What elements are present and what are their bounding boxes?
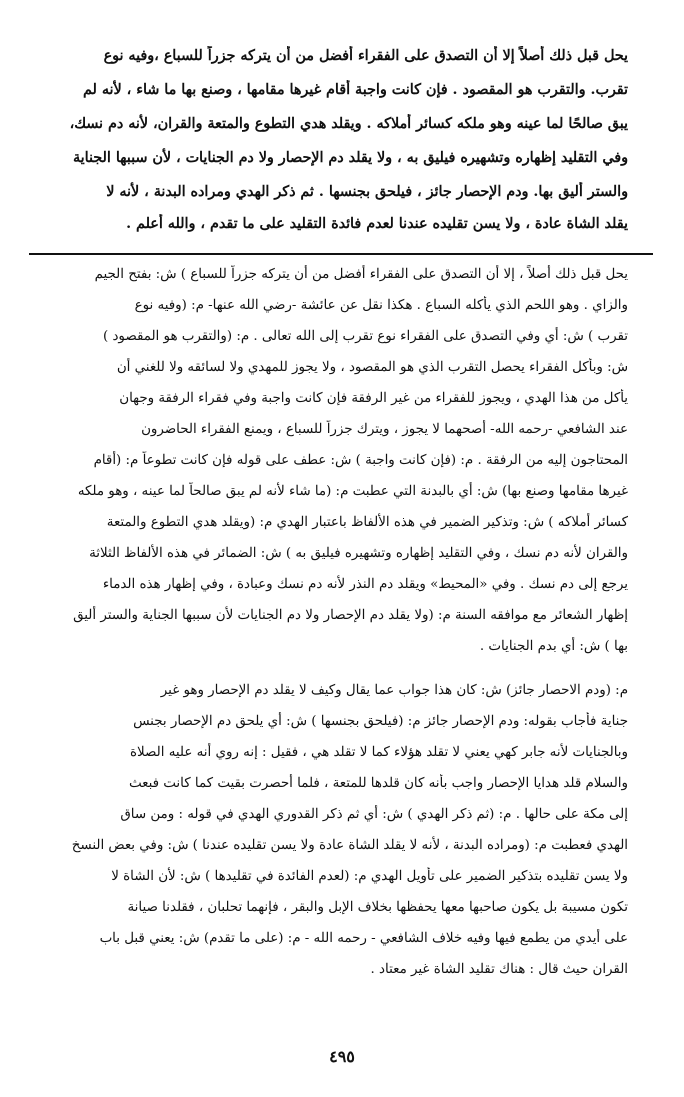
- main-line: يحل قبل ذلك أصلاً إلا أن التصدق على الفقراء أفضل من أن يتركه جزراً للسباع ،وفيه نوع: [103, 48, 628, 64]
- commentary-line: الهدي فعطبت م: (ومراده البدنة ، لأنه لا يقلد الشاة عادة ولا يسن تقليده عندنا ) ش: وفي بعض النسخ: [71, 838, 628, 853]
- commentary-line: ولا يسن تقليده بتذكير الضمير على تأويل الهدي م: (لعدم الفائدة في تقليدها ) ش: لأن الشاة لا: [111, 869, 628, 884]
- commentary-line: كسائر أملاكه ) ش: وتذكير الضمير في هذه الألفاظ باعتبار الهدي م: (ويقلد هدي التطوع والمتعة: [106, 515, 628, 530]
- main-line: يبق صالحًا لما عينه وهو ملكه كسائر أملاكه . ويقلد هدي التطوع والمتعة والقران، لأنه دم نسك،: [69, 116, 628, 132]
- main-line: وفي التقليد إظهاره وتشهيره فيليق به ، ولا يقلد دم الإحصار ولا دم الجنايات ، لأن سببها الجناية: [72, 150, 628, 166]
- commentary-line: يأكل من هذا الهدي ، ويجوز للفقراء من غير الرفقة فإن كانت واجبة وفي فقراء الرفقة وجهان: [119, 391, 628, 406]
- commentary-line: جناية فأجاب بقوله: ودم الإحصار جائز م: (فيلحق بجنسها ) ش: أي يلحق دم الإحصار بجنس: [133, 714, 628, 729]
- commentary-line: المحتاجون إليه من الرفقة . م: (فإن كانت واجبة ) ش: عطف على قوله فإن كانت تطوعاً م: (أقام: [93, 453, 628, 468]
- divider-line: [29, 253, 653, 255]
- commentary-line: والسلام قلد هدايا الإحصار واجب بأنه كان قلدها للمتعة ، فلما أحصرت بقيت كما كانت فبعث: [128, 776, 628, 791]
- commentary-line: تكون مسيبة بل يكون صاحبها معها يحفظها بخلاف الإبل والبقر ، فإنهما تحلبان ، فقلدنا صيانة: [127, 900, 628, 915]
- commentary-line: والقران لأنه دم نسك ، وفي التقليد إظهاره وتشهيره فيليق به ) ش: الضمائر في هذه الألفاظ الثلاثة: [89, 546, 628, 561]
- commentary-line: غيرها مقامها وصنع بها) ش: أي بالبدنة التي عطبت م: (ما شاء لأنه لم يبق صالحاً لما عينه ، وهو ملكه: [77, 484, 628, 499]
- commentary-line: ش: وبأكل الفقراء يحصل التقرب الذي هو المقصود ، ولا يجوز للمهدي ولا لسائقه ولا للغني أن: [116, 360, 628, 375]
- page-number: ٤٩٥: [329, 1047, 355, 1066]
- commentary-line: م: (ودم الاحصار جائز) ش: كان هذا جواب عما يقال وكيف لا يقلد دم الإحصار وهو غير: [160, 683, 628, 698]
- commentary-line: يحل قبل ذلك أصلاً ، إلا أن التصدق على الفقراء أفضل من أن يتركه جزراً للسباع ) ش: بفتح الجيم: [94, 267, 628, 282]
- main-line: يقلد الشاة عادة ، ولا يسن تقليده عندنا لعدم فائدة التقليد على ما تقدم ، والله أعلم .: [126, 216, 628, 232]
- commentary-line: إلى مكة على حالها . م: (ثم ذكر الهدي ) ش: أي ثم ذكر القدوري الهدي في قوله : ومن ساق: [120, 807, 628, 822]
- commentary-line: بها ) ش: أي بدم الجنايات .: [479, 639, 628, 654]
- commentary-line: تقرب ) ش: أي وفي التصدق على الفقراء نوع تقرب إلى الله تعالى . م: (والتقرب هو المقصود ): [102, 329, 628, 344]
- commentary-line: القران حيث قال : هناك تقليد الشاة غير معتاد .: [370, 962, 628, 977]
- commentary-line: عند الشافعي -رحمه الله- أصحهما لا يجوز ، ويترك جزراً للسباع ، ويمنع الفقراء الحاضرون: [141, 422, 628, 437]
- main-line: تقرب. والتقرب هو المقصود . فإن كانت واجبة أقام غيرها مقامها ، وصنع بها ما شاء ، لأنه لم: [83, 82, 628, 98]
- commentary-line: يرجع إلى دم نسك . وفي «المحيط» ويقلد دم النذر لأنه دم نسك وعبادة ، وفي إظهار هذه الدماء: [102, 577, 628, 592]
- main-line: والستر أليق بها. ودم الإحصار جائز ، فيلحق بجنسها . ثم ذكر الهدي ومراده البدنة ، لأنه لا: [106, 184, 628, 200]
- commentary-line: على أيدي من يطمع فيها وفيه خلاف الشافعي - رحمه الله - م: (على ما تقدم) ش: يعني قبل باب: [99, 931, 628, 946]
- commentary-line: إظهار الشعائر مع موافقه السنة م: (ولا يقلد دم الإحصار ولا دم الجنايات لأن سببها الجناية والستر أليق: [73, 608, 628, 623]
- commentary-line: والزاي . وهو اللحم الذي يأكله السباع . هكذا نقل عن عائشة -رضي الله عنها- م: (وفيه نوع: [134, 298, 628, 313]
- commentary-line: وبالجنايات لأنه جابر كهي يعني لا تقلد هؤلاء كما لا تقلد هي ، فقيل : إنه روي أنه عليه الصلاة: [130, 745, 628, 760]
